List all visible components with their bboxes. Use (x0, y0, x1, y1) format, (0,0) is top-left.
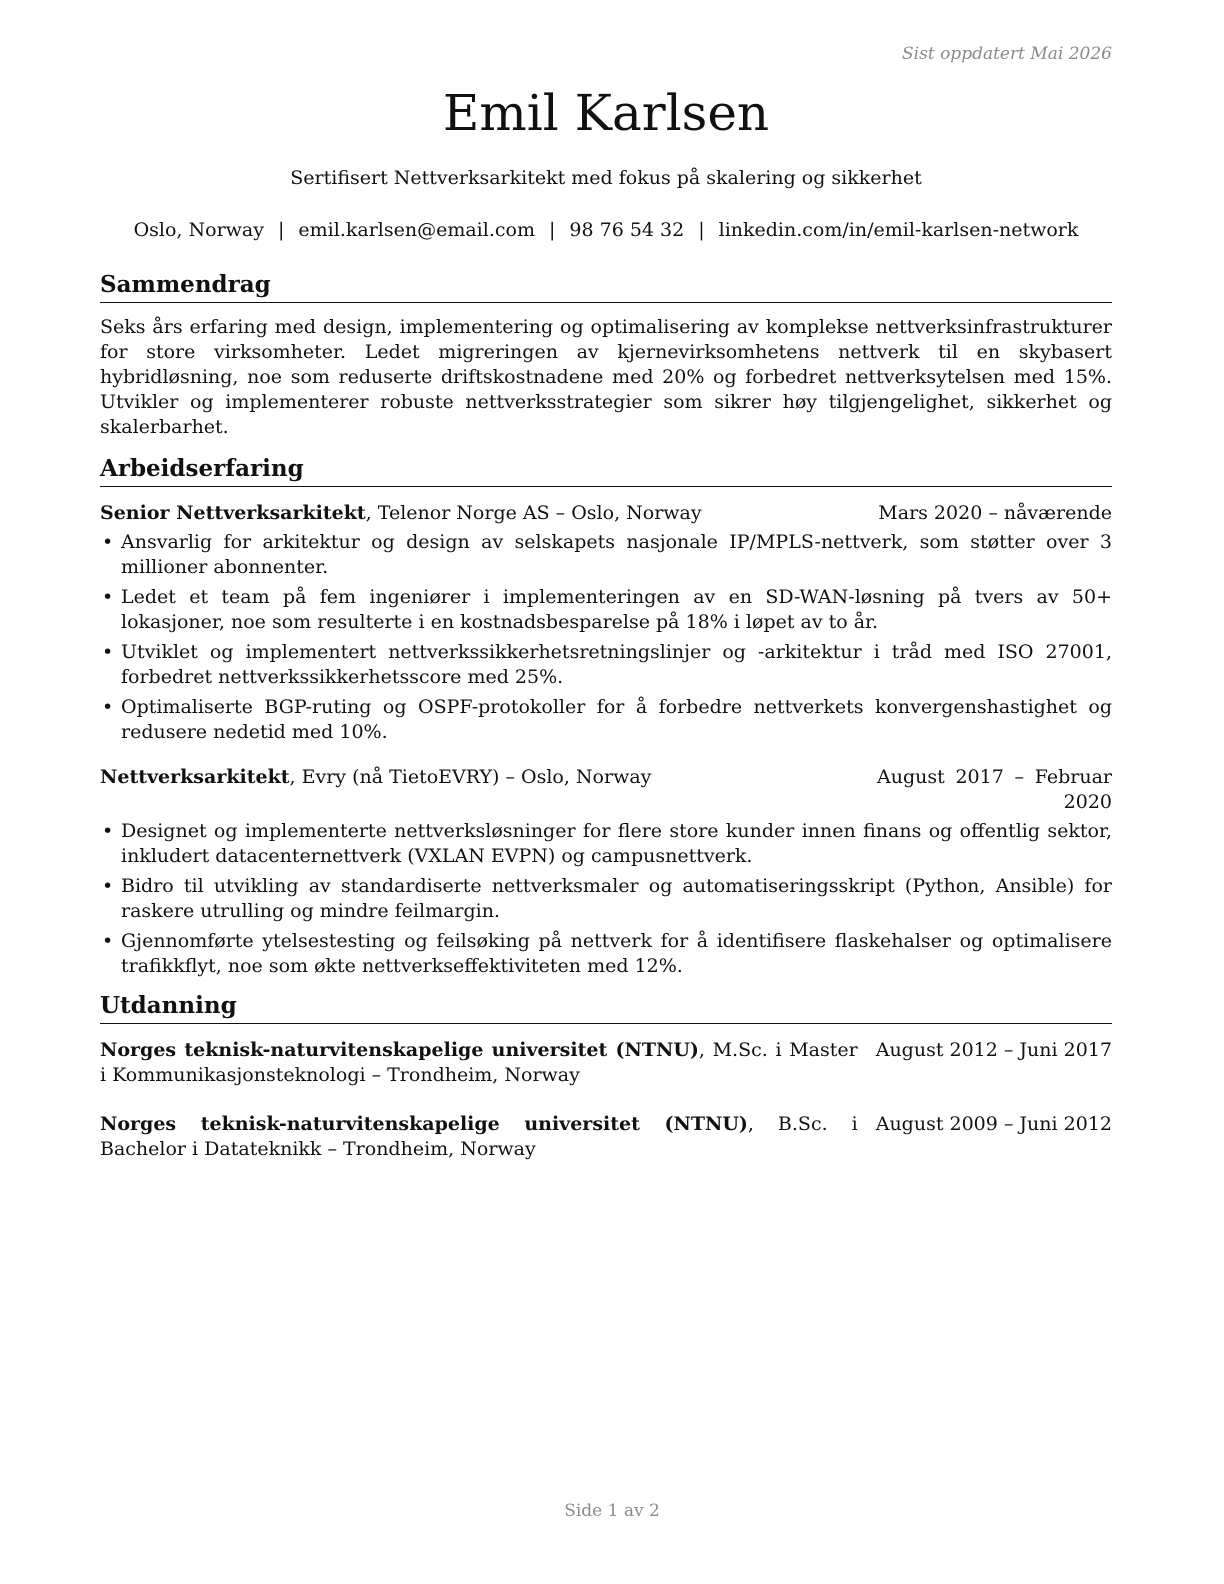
job-bullet: • Utviklet og implementert nettverkssikkerhetsretningslinjer og -arkitektur i tråd med ISO 27001, forbedret nettverkssikkerhetsscore med 25%. (100, 640, 1112, 690)
last-updated: Sist oppdatert Mai 2026 (902, 44, 1112, 64)
resume-page (100, 0, 1112, 1584)
job-title-line (100, 501, 858, 526)
job-bullet: • Ledet et team på fem ingeniører i implementeringen av en SD-WAN-løsning på tvers av 50+ lokasjoner, noe som resulterte i en kostnadsbesparelse på 18% i løpet av to år. (100, 585, 1112, 635)
education-entry (100, 1038, 1112, 1088)
contact-separator: | (278, 219, 285, 241)
summary-text: Seks års erfaring med design, implementering og optimalisering av komplekse nettverksinfrastrukturer for store virksomheter. Ledet migreringen av kjernevirksomhetens nettverk til en skybasert hybridløsning, noe som reduserte driftskostnadene med 20% og forbedret nettverksytelsen med 15%. Utvikler og implementerer robuste nettverksstrategier som sikrer høy tilgjengelighet, sikkerhet og skalerbarhet. (100, 316, 1112, 438)
job-bullets (100, 819, 1112, 979)
job-entry (100, 501, 1112, 745)
job-header (100, 765, 1112, 815)
experience-heading: Arbeidserfaring (100, 454, 1112, 487)
education-school: Norges teknisk-naturvitenskapelige universitet (NTNU) (100, 1039, 699, 1061)
job-title-line (100, 765, 857, 790)
tagline: Sertifisert Nettverksarkitekt med fokus på skalering og sikkerhet (290, 167, 922, 189)
contact-phone: 98 76 54 32 (569, 219, 685, 241)
education-heading: Utdanning (100, 991, 1112, 1024)
job-title: Nettverksarkitekt (100, 766, 290, 788)
job-bullet: • Ansvarlig for arkitektur og design av selskapets nasjonale IP/MPLS-nettverk, som støtter over 3 millioner abonnenter. (100, 530, 1112, 580)
summary-heading: Sammendrag (100, 270, 1112, 303)
job-bullets (100, 530, 1112, 745)
job-entry (100, 765, 1112, 979)
resume-content (100, 270, 1112, 1162)
job-bullet: • Gjennomførte ytelsestesting og feilsøking på nettverk for å identifisere flaskehalser og optimalisere trafikkflyt, noe som økte nettverkseffektiviteten med 12%. (100, 929, 1112, 979)
education-detail: , M.Sc. i Master i Kommunikasjonsteknologi – Trondheim, Norway (100, 1039, 858, 1086)
job-bullet: • Bidro til utvikling av standardiserte nettverksmaler og automatiseringsskript (Python, Ansible) for raskere utrulling og mindre feilmargin. (100, 874, 1112, 924)
contact-line (100, 219, 1112, 241)
job-dates: August 2017 – Februar 2020 (877, 766, 1112, 813)
contact-separator: | (698, 219, 705, 241)
education-dates: August 2012 – Juni 2017 (875, 1039, 1112, 1061)
contact-linkedin[interactable]: linkedin.com/in/emil-karlsen-network (718, 219, 1079, 241)
job-title: Senior Nettverksarkitekt (100, 502, 366, 524)
candidate-name: Emil Karlsen (442, 84, 770, 142)
job-bullet: • Designet og implementerte nettverksløsninger for flere store kunder innen finans og offentlig sektor, inkludert datacenternettverk (VXLAN EVPN) og campusnettverk. (100, 819, 1112, 869)
education-line (100, 1038, 858, 1088)
education-school: Norges teknisk-naturvitenskapelige universitet (NTNU) (100, 1113, 748, 1135)
education-dates: August 2009 – Juni 2012 (875, 1113, 1112, 1135)
job-bullet: • Optimaliserte BGP-ruting og OSPF-protokoller for å forbedre nettverkets konvergenshastighet og redusere nedetid med 10%. (100, 695, 1112, 745)
contact-separator: | (548, 219, 556, 241)
job-header (100, 501, 1112, 526)
job-org: , Telenor Norge AS – Oslo, Norway (365, 502, 702, 524)
contact-location: Oslo, Norway (133, 219, 264, 241)
education-detail: , B.Sc. i Bachelor i Datateknikk – Trondheim, Norway (100, 1113, 858, 1160)
contact-email[interactable]: emil.karlsen@email.com (298, 219, 535, 241)
job-dates: Mars 2020 – nåværende (878, 502, 1112, 524)
page-number: Side 1 av 2 (564, 1501, 660, 1521)
job-org: , Evry (nå TietoEVRY) – Oslo, Norway (289, 766, 652, 788)
education-entry (100, 1112, 1112, 1162)
education-line (100, 1112, 858, 1162)
